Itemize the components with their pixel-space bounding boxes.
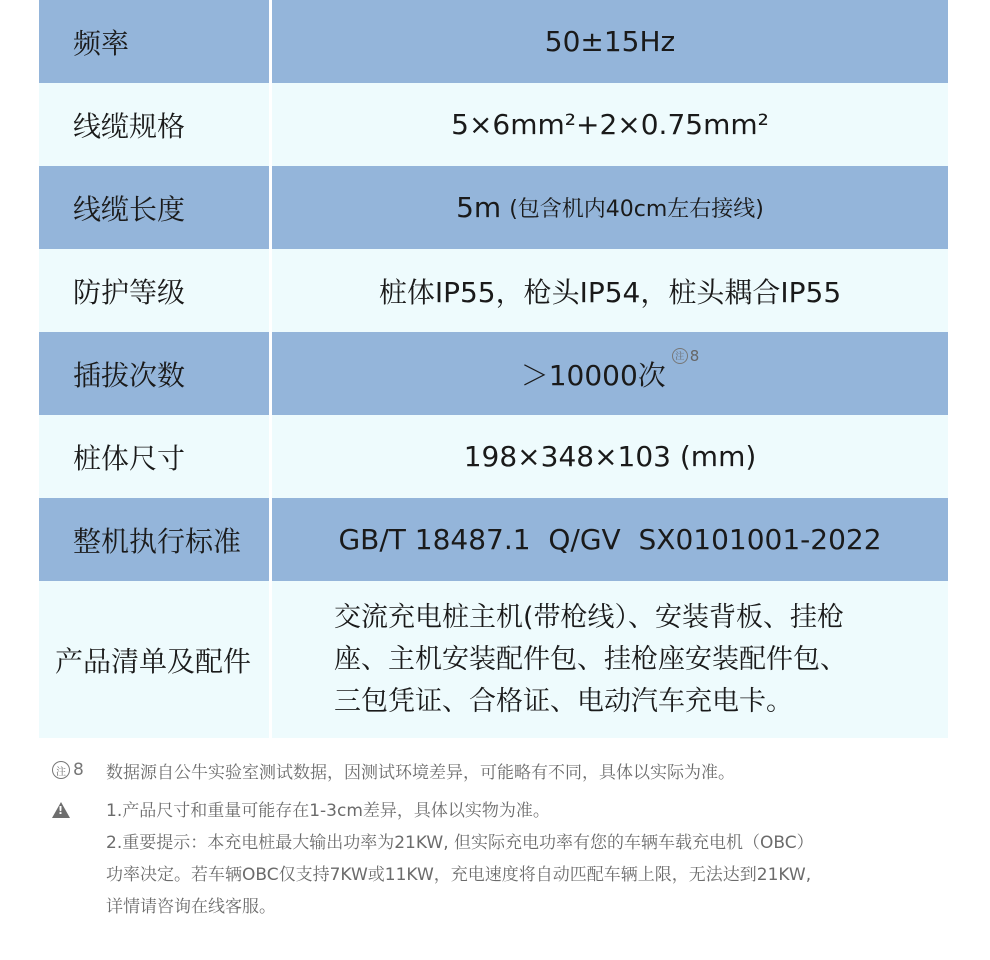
spec-row-plug-cycles	[39, 332, 948, 415]
warning-triangle-icon	[52, 802, 70, 818]
spec-row-cable-spec	[39, 83, 948, 166]
spec-row-frequency	[39, 0, 948, 83]
warning-line: 1.产品尺寸和重量可能存在1-3cm差异，具体以实物为准。	[106, 801, 550, 821]
spec-value: 50±15Hz	[272, 0, 948, 83]
package-line: 交流充电桩主机(带枪线）、安装背板、挂枪	[334, 601, 845, 633]
spec-value-note: (包含机内40cm左右接线)	[509, 197, 764, 222]
spec-label: 产品清单及配件	[39, 581, 269, 738]
spec-value: 198×348×103 (mm)	[272, 415, 948, 498]
footnote-number: 8	[689, 346, 700, 365]
footnote-ref	[672, 347, 700, 365]
spec-value	[272, 166, 948, 249]
warning-notes	[52, 797, 932, 925]
spec-value: 5×6mm²+2×0.75mm²	[272, 83, 948, 166]
spec-row-cable-length	[39, 166, 948, 249]
warning-line: 详情请咨询在线客服。	[106, 897, 276, 917]
spec-label: 防护等级	[39, 249, 269, 332]
note-circle-icon: 注	[52, 761, 70, 779]
warning-line: 功率决定。若车辆OBC仅支持7KW或11KW，充电速度将自动匹配车辆上限，无法达到21KW,	[106, 865, 812, 885]
package-contents-list	[334, 597, 847, 723]
footnotes	[52, 760, 932, 925]
spec-label: 频率	[39, 0, 269, 83]
spec-row-dimensions	[39, 415, 948, 498]
spec-value-text: ＞10000次	[520, 358, 666, 392]
package-line: 座、主机安装配件包、挂枪座安装配件包、	[334, 643, 847, 675]
spec-value: GB/T 18487.1 Q/GV SX0101001-2022	[272, 498, 948, 581]
spec-value	[272, 332, 948, 415]
package-line: 三包凭证、合格证、电动汽车充电卡。	[334, 685, 793, 717]
spec-table	[39, 0, 948, 738]
footnote-number: 8	[73, 760, 84, 780]
spec-label: 整机执行标准	[39, 498, 269, 581]
warning-line: 2.重要提示：本充电桩最大输出功率为21KW, 但实际充电功率有您的车辆车载充电机（OBC）	[106, 833, 814, 853]
footnote-text: 数据源自公牛实验室测试数据，因测试环境差异，可能略有不同，具体以实际为准。	[106, 763, 735, 783]
spec-value-main: 5m	[456, 191, 502, 224]
spec-value: 桩体IP55，枪头IP54，桩头耦合IP55	[272, 249, 948, 332]
spec-value	[272, 581, 948, 738]
spec-label: 线缆规格	[39, 83, 269, 166]
spec-row-package-contents	[39, 581, 948, 738]
note-circle-icon: 注	[672, 348, 688, 364]
spec-row-standard	[39, 498, 948, 581]
spec-label: 桩体尺寸	[39, 415, 269, 498]
footnote-8	[52, 760, 932, 787]
spec-row-protection	[39, 249, 948, 332]
spec-label: 插拔次数	[39, 332, 269, 415]
spec-label: 线缆长度	[39, 166, 269, 249]
